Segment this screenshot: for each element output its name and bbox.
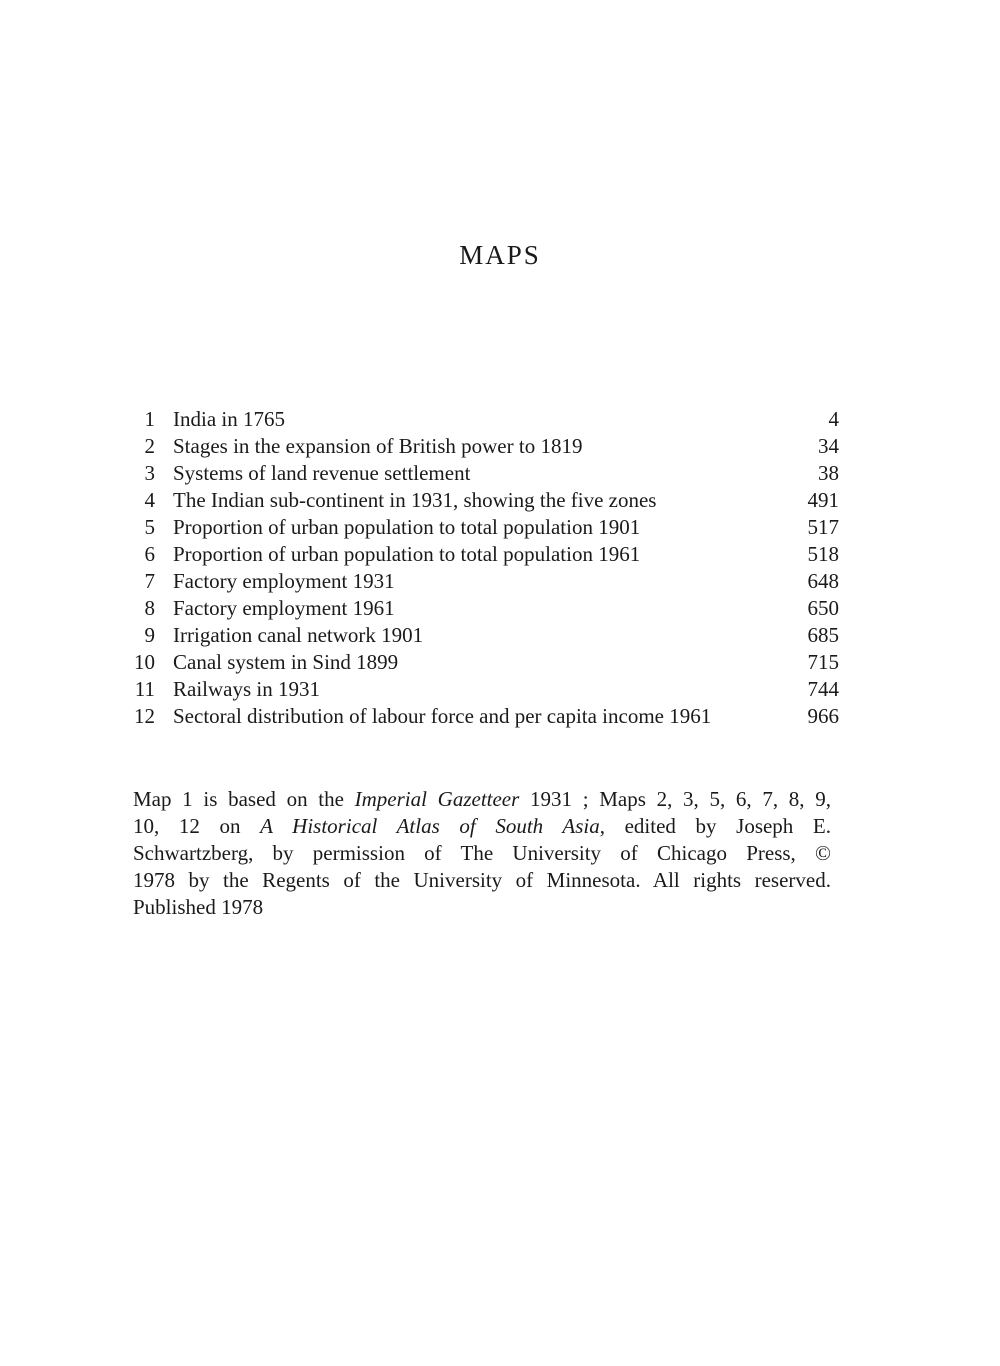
source-title-atlas: A Historical Atlas of South Asia xyxy=(260,814,600,838)
map-title: Proportion of urban population to total population 1961 xyxy=(173,542,641,566)
map-page-number: 715 xyxy=(807,650,839,674)
map-entry-12 xyxy=(133,703,839,730)
map-title: Sectoral distribution of labour force and per capita income 1961 xyxy=(173,704,712,728)
map-number: 8 xyxy=(144,596,155,620)
source-note xyxy=(133,786,831,921)
map-title: Irrigation canal network 1901 xyxy=(173,623,424,647)
page-title: MAPS xyxy=(459,240,541,270)
map-page-number: 685 xyxy=(807,623,839,647)
map-title: Proportion of urban population to total population 1901 xyxy=(173,515,641,539)
source-note-line-5: Published 1978 xyxy=(133,895,264,919)
map-entry-11 xyxy=(133,676,839,703)
map-title: Stages in the expansion of British power to 1819 xyxy=(173,434,583,458)
map-number: 4 xyxy=(144,488,155,512)
map-number: 3 xyxy=(144,461,155,485)
map-number: 9 xyxy=(144,623,155,647)
map-page-number: 648 xyxy=(807,569,839,593)
map-page-number: 34 xyxy=(818,434,839,458)
source-title-gazetteer: Imperial Gazetteer xyxy=(354,787,520,811)
map-entry-6 xyxy=(133,541,839,568)
map-number: 1 xyxy=(144,407,155,431)
map-entry-3 xyxy=(133,460,839,487)
map-title: Railways in 1931 xyxy=(173,677,320,701)
map-number: 2 xyxy=(144,434,155,458)
map-number: 5 xyxy=(144,515,155,539)
map-title: Factory employment 1931 xyxy=(173,569,395,593)
map-title: Canal system in Sind 1899 xyxy=(173,650,399,674)
map-page-number: 650 xyxy=(807,596,839,620)
source-note-line-3: Schwartzberg, by permission of The University of Chicago Press, © xyxy=(133,841,831,865)
map-entry-2 xyxy=(133,433,839,460)
map-number: 7 xyxy=(144,569,155,593)
map-title: The Indian sub-continent in 1931, showing the five zones xyxy=(173,488,657,512)
source-note-line-4: 1978 by the Regents of the University of Minnesota. All rights reserved. xyxy=(133,868,831,892)
source-note-line-1 xyxy=(133,786,831,813)
source-note-text: , edited by Joseph E. xyxy=(599,814,832,838)
map-number: 6 xyxy=(144,542,155,566)
map-entry-1 xyxy=(133,406,839,433)
source-note-text: 1931 ; Maps 2, 3, 5, 6, 7, 8, 9, xyxy=(519,787,832,811)
map-page-number: 518 xyxy=(807,542,839,566)
map-page-number: 517 xyxy=(807,515,839,539)
map-entry-4 xyxy=(133,487,839,514)
map-entry-8 xyxy=(133,595,839,622)
source-note-text: Map 1 is based on the xyxy=(133,787,355,811)
map-number: 11 xyxy=(134,677,155,701)
map-entry-10 xyxy=(133,649,839,676)
map-title: Systems of land revenue settlement xyxy=(173,461,471,485)
map-title: Factory employment 1961 xyxy=(173,596,395,620)
map-page-number: 38 xyxy=(818,461,839,485)
source-note-text: 10, 12 on xyxy=(133,814,261,838)
map-page-number: 966 xyxy=(807,704,839,728)
map-number: 12 xyxy=(134,704,155,728)
source-note-line-2 xyxy=(133,813,831,840)
map-page-number: 491 xyxy=(807,488,839,512)
map-number: 10 xyxy=(134,650,155,674)
maps-list xyxy=(133,406,839,730)
map-entry-7 xyxy=(133,568,839,595)
map-page-number: 4 xyxy=(828,407,839,431)
map-entry-5 xyxy=(133,514,839,541)
map-title: India in 1765 xyxy=(173,407,285,431)
map-entry-9 xyxy=(133,622,839,649)
map-page-number: 744 xyxy=(807,677,839,701)
